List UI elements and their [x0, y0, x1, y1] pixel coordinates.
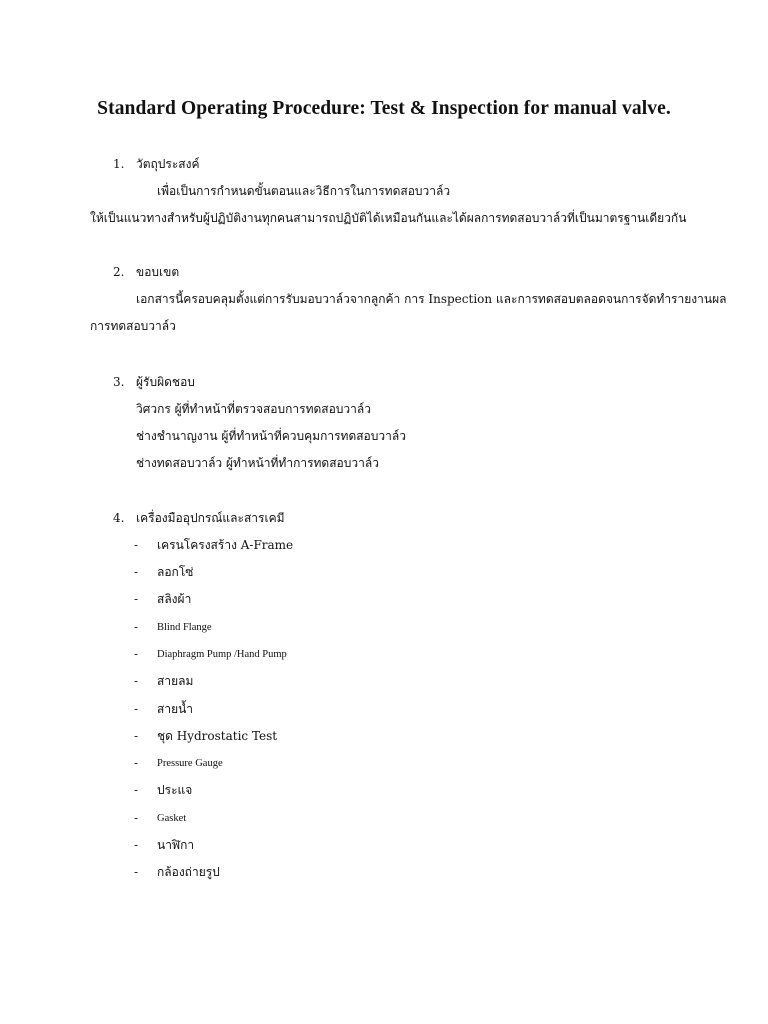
list-bullet: - — [134, 865, 139, 879]
list-bullet: - — [134, 811, 139, 825]
document-title: Standard Operating Procedure: Test & Inspection for manual valve. — [97, 98, 671, 119]
list-item: ประแจ — [157, 783, 193, 797]
section-number: 2. — [113, 265, 125, 279]
list-bullet: - — [134, 647, 139, 661]
section-number: 3. — [113, 375, 125, 389]
section-number: 1. — [113, 157, 125, 171]
list-item: ชุด Hydrostatic Test — [157, 729, 278, 743]
list-item: Pressure Gauge — [157, 758, 223, 769]
section-heading: ผู้รับผิดชอบ — [136, 375, 195, 389]
list-item: นาฬิกา — [157, 838, 195, 852]
list-bullet: - — [134, 756, 139, 770]
list-bullet: - — [134, 674, 139, 688]
list-item: เครนโครงสร้าง A-Frame — [157, 538, 294, 552]
list-bullet: - — [134, 838, 139, 852]
list-item: สลิงผ้า — [157, 592, 192, 606]
list-bullet: - — [134, 783, 139, 797]
list-item: สายลม — [157, 674, 194, 688]
section-text: ช่างทดสอบวาล์ว ผู้ทำหน้าที่ทำการทดสอบวาล์ว — [136, 456, 379, 470]
list-item: ลอกโซ่ — [157, 565, 194, 579]
list-item: Gasket — [157, 813, 187, 824]
list-item: สายน้ำ — [157, 702, 194, 716]
section-text: ช่างชำนาญงาน ผู้ที่ทำหน้าที่ควบคุมการทดสอบวาล์ว — [136, 429, 406, 443]
section-heading: ขอบเขต — [136, 265, 180, 279]
section-text: การทดสอบวาล์ว — [90, 319, 176, 333]
section-number: 4. — [113, 511, 125, 525]
section-heading: วัตถุประสงค์ — [136, 157, 200, 171]
list-item: กล้องถ่ายรูป — [157, 865, 220, 879]
list-bullet: - — [134, 729, 139, 743]
list-bullet: - — [134, 538, 139, 552]
section-text: เพื่อเป็นการกำหนดขั้นตอนและวิธีการในการทดสอบวาล์ว — [157, 184, 451, 198]
section-heading: เครื่องมืออุปกรณ์และสารเคมี — [136, 511, 285, 525]
section-text: ให้เป็นแนวทางสำหรับผู้ปฏิบัติงานทุกคนสามารถปฏิบัติได้เหมือนกันและได้ผลการทดสอบวาล์วที่เป็นมาตรฐานเดียวกัน — [90, 211, 687, 225]
list-bullet: - — [134, 702, 139, 716]
list-bullet: - — [134, 565, 139, 579]
list-bullet: - — [134, 620, 139, 634]
list-item: Diaphragm Pump /Hand Pump — [157, 649, 287, 660]
section-text: เอกสารนี้ครอบคลุมตั้งแต่การรับมอบวาล์วจากลูกค้า การ Inspection และการทดสอบตลอดจนการจัดทำรายงานผล — [136, 292, 727, 306]
list-item: Blind Flange — [157, 622, 212, 633]
list-bullet: - — [134, 592, 139, 606]
section-text: วิศวกร ผู้ที่ทำหน้าที่ตรวจสอบการทดสอบวาล์ว — [136, 402, 371, 416]
